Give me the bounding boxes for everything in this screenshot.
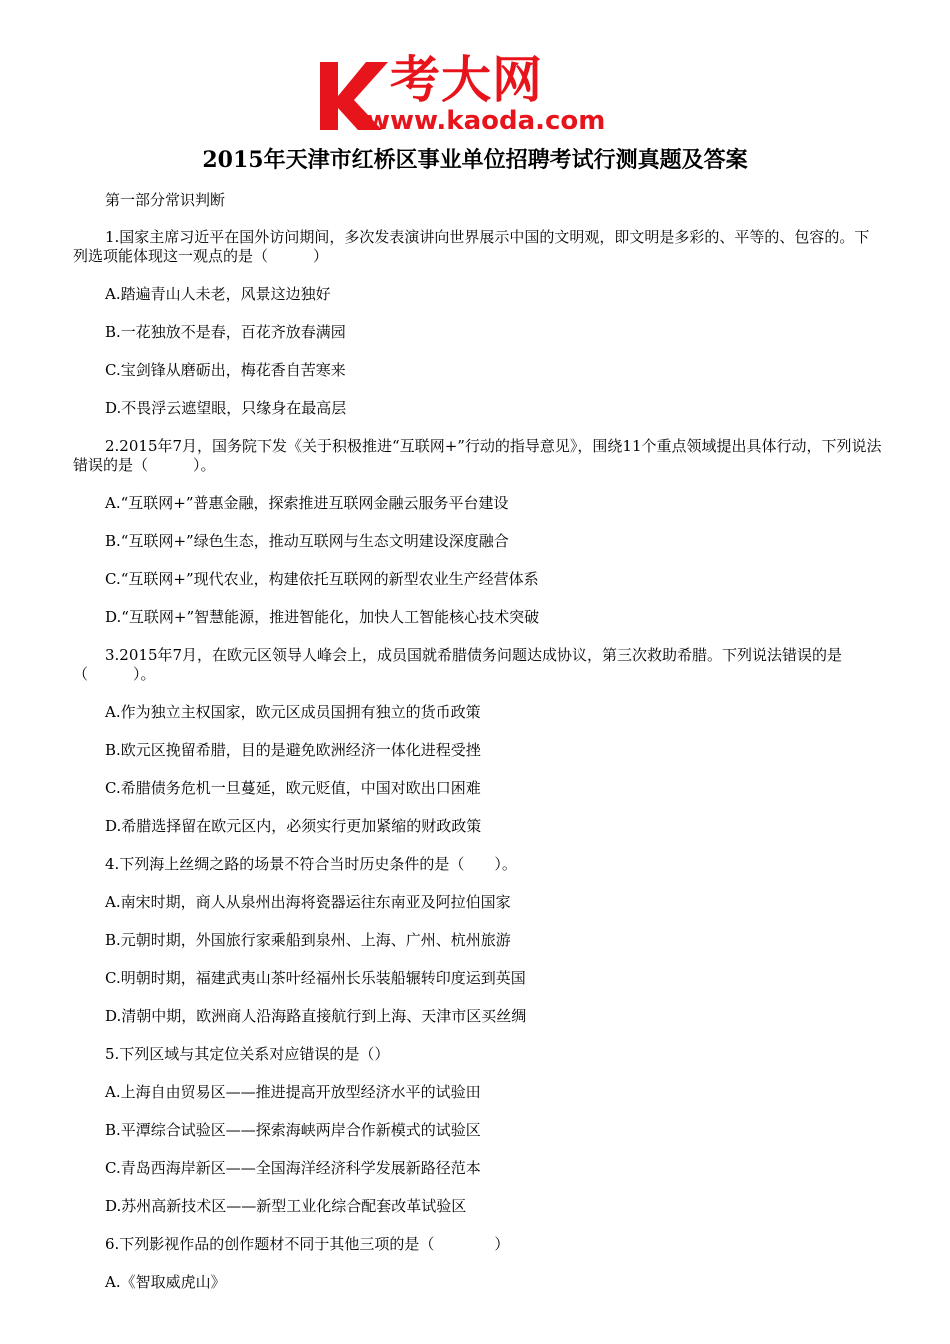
question-option: B.一花独放不是春，百花齐放春满园 [105, 323, 346, 341]
question-stem: 1.国家主席习近平在国外访问期间，多次发表演讲向世界展示中国的文明观，即文明是多彩的、平等的、包容的。下列选项能体现这一观点的是（ ） [73, 228, 870, 265]
logo-url: www.kaoda.com [366, 106, 606, 136]
question-option: D.苏州高新技术区——新型工业化综合配套改革试验区 [105, 1197, 467, 1215]
question-option: B.元朝时期，外国旅行家乘船到泉州、上海、广州、杭州旅游 [105, 931, 511, 949]
logo-brand-name: 考大网 [390, 51, 543, 109]
question-option: A.上海自由贸易区——推进提高开放型经济水平的试验田 [105, 1083, 481, 1101]
question-option: C.青岛西海岸新区——全国海洋经济科学发展新路径范本 [105, 1159, 481, 1177]
question-stem: 3.2015年7月，在欧元区领导人峰会上，成员国就希腊债务问题达成协议，第三次救助希腊。下列说法错误的是（ ）。 [73, 646, 843, 683]
question-option: A.“互联网+”普惠金融，探索推进互联网金融云服务平台建设 [105, 494, 509, 512]
question-option: B.欧元区挽留希腊，目的是避免欧洲经济一体化进程受挫 [105, 741, 481, 759]
document-title: 2015年天津市红桥区事业单位招聘考试行测真题及答案 [202, 147, 748, 173]
question-option: A.《智取威虎山》 [105, 1273, 226, 1291]
question-option: D.不畏浮云遮望眼，只缘身在最高层 [105, 399, 347, 417]
question-option: B.“互联网+”绿色生态，推动互联网与生态文明建设深度融合 [105, 532, 509, 550]
question-option: A.作为独立主权国家，欧元区成员国拥有独立的货币政策 [105, 703, 481, 721]
document-body [73, 187, 883, 1292]
question-stem: 2.2015年7月，国务院下发《关于积极推进“互联网+”行动的指导意见》，围绕11个重点领域提出具体行动，下列说法错误的是（ ）。 [73, 437, 882, 474]
question-option: D.清朝中期，欧洲商人沿海路直接航行到上海、天津市区买丝绸 [105, 1007, 527, 1025]
question-option: C.宝剑锋从磨砺出，梅花香自苦寒来 [105, 361, 346, 379]
question-option: C.明朝时期，福建武夷山茶叶经福州长乐装船辗转印度运到英国 [105, 969, 526, 987]
question-option: A.踏遍青山人未老，风景这边独好 [105, 285, 331, 303]
question-stem: 6.下列影视作品的创作题材不同于其他三项的是（ ） [105, 1235, 510, 1253]
question-option: D.“互联网+”智慧能源，推进智能化，加快人工智能核心技术突破 [105, 608, 540, 626]
question-stem: 5.下列区域与其定位关系对应错误的是（） [105, 1045, 390, 1063]
question-option: C.“互联网+”现代农业，构建依托互联网的新型农业生产经营体系 [105, 570, 539, 588]
question-option: A.南宋时期，商人从泉州出海将瓷器运往东南亚及阿拉伯国家 [105, 893, 511, 911]
kaoda-logo [318, 52, 638, 138]
question-option: C.希腊债务危机一旦蔓延，欧元贬值，中国对欧出口困难 [105, 779, 481, 797]
question-stem: 4.下列海上丝绸之路的场景不符合当时历史条件的是（ ）。 [105, 855, 517, 873]
question-option: B.平潭综合试验区——探索海峡两岸合作新模式的试验区 [105, 1121, 481, 1139]
section-heading: 第一部分常识判断 [105, 191, 226, 209]
question-option: D.希腊选择留在欧元区内，必须实行更加紧缩的财政政策 [105, 817, 482, 835]
